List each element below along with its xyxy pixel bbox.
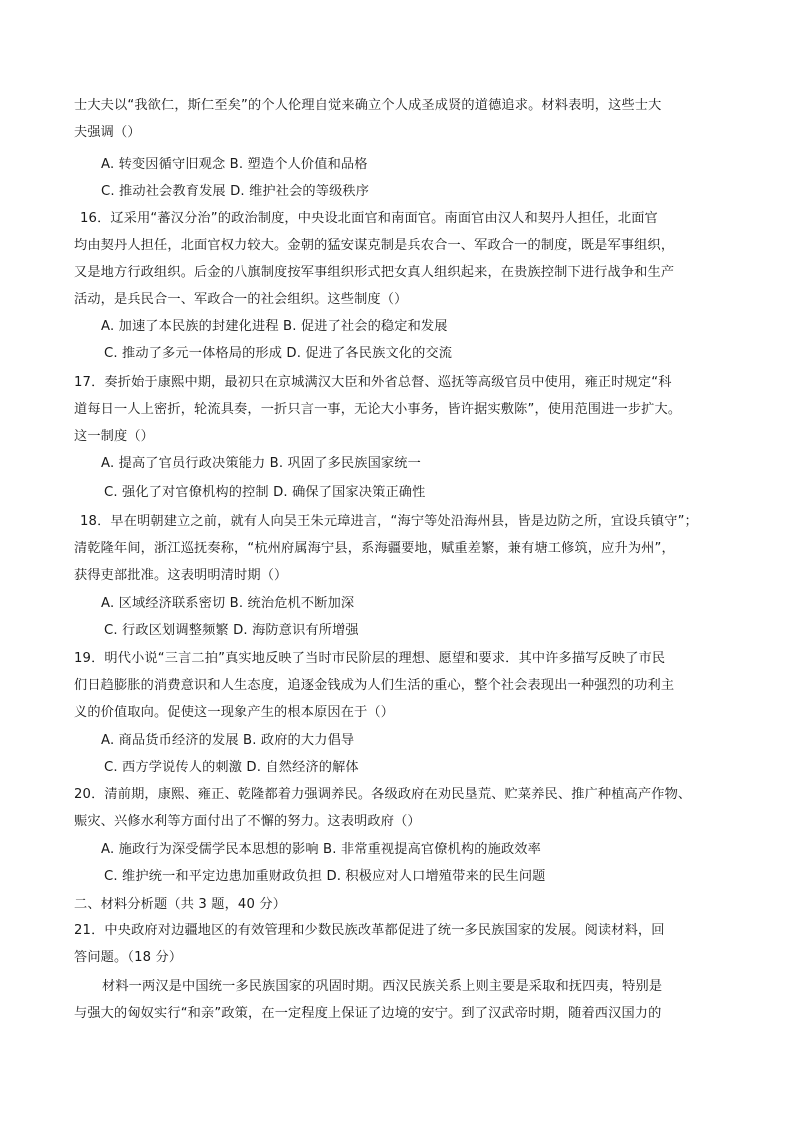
section-title: 二、材料分析题（共 3 题，40 分）: [74, 897, 287, 912]
q16-line-4: 活动，是兵民合一、军政合一的社会组织。这些制度（）: [74, 292, 408, 307]
q18-option-cd: C. 行政区划调整频繁 D. 海防意识有所增强: [104, 623, 359, 638]
q16-line-1: 16．辽采用“蕃汉分治”的政治制度，中央设北面官和南面官。南面官由汉人和契丹人担任，北面官: [80, 211, 658, 226]
intro-line-2: 夫强调（）: [74, 125, 141, 140]
intro-option-cd: C. 推动社会教育发展 D. 维护社会的等级秩序: [101, 184, 370, 199]
q18-option-ab: A. 区域经济联系密切 B. 统治危机不断加深: [101, 596, 355, 611]
q17-line-1: 17．奏折始于康熙中期，最初只在京城满汉大臣和外省总督、巡抚等高级官员中使用，雍正时规定“科: [74, 375, 672, 390]
intro-line-1: 士大夫以“我欲仁，斯仁至矣”的个人伦理自觉来确立个人成圣成贤的道德追求。材料表明，这些士大: [74, 98, 662, 113]
q17-line-2: 道每日一人上密折，轮流具奏，一折只言一事，无论大小事务，皆许据实敷陈”，使用范围进一步扩大。: [74, 402, 682, 417]
q16-line-3: 又是地方行政组织。后金的八旗制度按军事组织形式把女真人组织起来，在贵族控制下进行战争和生产: [74, 265, 675, 280]
q19-line-2: 们日趋膨胀的消费意识和人生态度，追逐金钱成为人们生活的重心，整个社会表现出一种强烈的功利主: [74, 678, 675, 693]
q21-line-2: 答问题。（18 分）: [74, 950, 183, 965]
q21-line-1: 21．中央政府对边疆地区的有效管理和少数民族改革都促进了统一多民族国家的发展。阅读材料，回: [74, 923, 665, 938]
q19-option-cd: C. 西方学说传人的刺激 D. 自然经济的解体: [104, 760, 359, 775]
q16-option-ab: A. 加速了本民族的封建化进程 B. 促进了社会的稳定和发展: [101, 319, 448, 334]
q21-material-line-2: 与强大的匈奴实行“和亲”政策，在一定程度上保证了边境的安宁。到了汉武帝时期，随着西汉国力的: [74, 1006, 662, 1021]
q20-line-2: 赈灾、兴修水利等方面付出了不懈的努力。这表明政府（）: [74, 814, 421, 829]
q17-option-ab: A. 提高了官员行政决策能力 B. 巩固了多民族国家统一: [101, 456, 421, 471]
q20-option-ab: A. 施政行为深受儒学民本思想的影响 B. 非常重视提高官僚机构的施政效率: [101, 842, 541, 857]
q19-line-1: 19．明代小说“三言二拍”真实地反映了当时市民阶层的理想、愿望和要求．其中许多描写反映了市民: [74, 651, 666, 666]
q18-line-2: 清乾隆年间，浙江巡抚奏称，“杭州府属海宁县，系海疆要地，赋重差繁，兼有塘工修筑，应升为州”，: [74, 541, 675, 556]
q17-option-cd: C. 强化了对官僚机构的控制 D. 确保了国家决策正确性: [104, 485, 426, 500]
intro-option-ab: A. 转变因循守旧观念 B. 塑造个人价值和品格: [101, 157, 368, 172]
q19-line-3: 义的价值取向。促使这一现象产生的根本原因在于（）: [74, 705, 395, 720]
q16-line-2: 均由契丹人担任，北面官权力较大。金朝的猛安谋克制是兵农合一、军政合一的制度，既是军事组织，: [74, 238, 675, 253]
q16-option-cd: C. 推动了多元一体格局的形成 D. 促进了各民族文化的交流: [104, 346, 453, 361]
q20-line-1: 20．清前期，康熙、雍正、乾隆都着力强调养民。各级政府在劝民垦荒、贮菜养民、推广种植高产作物、: [74, 787, 692, 802]
q17-line-3: 这一制度（）: [74, 429, 155, 444]
q18-line-1: 18．早在明朝建立之前，就有人向吴王朱元璋进言，“海宁等处沿海州县，皆是边防之所，宜设兵镇守”；: [80, 514, 698, 529]
q18-line-3: 获得吏部批准。这表明明清时期（）: [74, 568, 288, 583]
q21-material-line-1: 材料一两汉是中国统一多民族国家的巩固时期。西汉民族关系上则主要是采取和抚四夷，特别是: [102, 979, 663, 994]
q19-option-ab: A. 商品货币经济的发展 B. 政府的大力倡导: [101, 733, 355, 748]
q20-option-cd: C. 维护统一和平定边患加重财政负担 D. 积极应对人口增殖带来的民生问题: [104, 869, 546, 884]
